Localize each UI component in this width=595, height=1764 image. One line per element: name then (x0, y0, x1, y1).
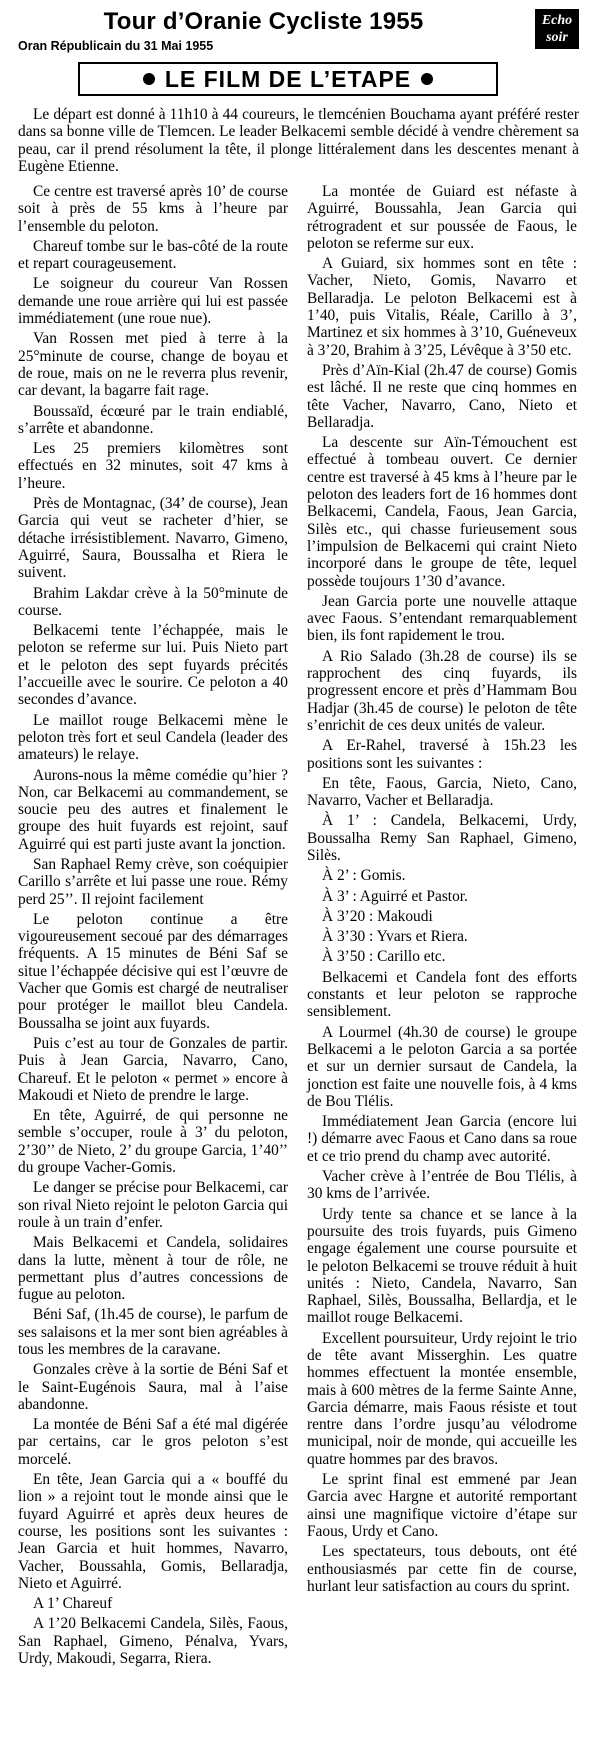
article-paragraph: Le soigneur du coureur Van Rossen demande une roue arrière qui lui est passée immédiatement (une roue nue). (18, 275, 288, 328)
article-paragraph: Les spectateurs, tous debouts, ont été enthousiasmés par cette fin de course, hurlant leur satisfaction au cours du sprint. (307, 1543, 577, 1595)
article-paragraph: En tête, Aguirré, de qui personne ne semble s’occuper, roule à 3’ du peloton, 2’30’’ de Nieto, 2’ du groupe Garcia, 1’40’’ du groupe Vacher-Gomis. (18, 1107, 288, 1177)
article-paragraph: Excellent poursuiteur, Urdy rejoint le trio de tête avant Misserghin. Les quatre hommes effectuent la montée ensemble, mais à 600 mètres de la ferme Sainte Anne, Garcia démarre, mais Faous résiste et tout rentre dans l’ordre jusqu’au vélodrome municipal, noir de monde, qui accueille les quatre hommes par des bravos. (307, 1329, 577, 1468)
left-column (18, 183, 288, 1670)
article-paragraph: Chareuf tombe sur le bas-côté de la route et repart courageusement. (18, 237, 288, 273)
echo-soir-logo (535, 9, 579, 49)
article-paragraph: À 3’30 : Yvars et Riera. (322, 928, 468, 946)
article-paragraph: Boussaïd, écœuré par le train endiablé, s’arrête et abandonne. (18, 402, 288, 437)
banner-text: LE FILM DE L’ETAPE (164, 65, 412, 92)
article-paragraph: À 3’20 : Makoudi (322, 907, 433, 925)
article-paragraph: Jean Garcia porte une nouvelle attaque avec Faous. S’entendant remarquablement bien, ils font rapidement le trou. (307, 592, 577, 645)
article-paragraph: A 1’20 Belkacemi Candela, Silès, Faous, San Raphael, Gimeno, Pénalva, Yvars, Urdy, Makoudi, Segarra, Riera. (18, 1615, 288, 1668)
article-paragraph: Le danger se précise pour Belkacemi, car son rival Nieto rejoint le peloton Garcia qui roule à un train d’enfer. (18, 1179, 288, 1231)
article-paragraph: Les 25 premiers kilomètres sont effectués en 32 minutes, soit 47 kms à l’heure. (18, 440, 288, 492)
logo-line-1: Echo (541, 13, 573, 28)
article-paragraph: En tête, Jean Garcia qui a « bouffé du lion » a rejoint tout le monde ainsi que le fuyard Aguirré et après deux heures de course, les positions sont les suivantes : Jean Garcia et huit hommes, Navarro, Vacher, Boussahla, Gomis, Bellaradja, Nieto et Aguirré. (18, 1471, 288, 1592)
article-paragraph: A Er-Rahel, traversé à 15h.23 les positions sont les suivantes : (307, 737, 577, 772)
article-paragraph: Immédiatement Jean Garcia (encore lui !) démarre avec Faous et Cano dans sa roue et ce trio prend du champ avec autorité. (307, 1113, 577, 1165)
article-paragraph: La montée de Guiard est néfaste à Aguirré, Boussahla, Jean Garcia qui rétrogradent et sur poussée de Faous, le peloton se referme sur eux. (307, 183, 577, 252)
article-paragraph: La montée de Béni Saf a été mal digérée par certains, car le gros peloton s’est morcelé. (18, 1416, 288, 1468)
source-line: Oran Républicain du 31 Mai 1955 (18, 39, 214, 53)
article-paragraph: A Guiard, six hommes sont en tête : Vacher, Nieto, Gomis, Navarro et Bellaradja. Le peloton Belkacemi est à 1’40, puis Vitalis, Réale, Carillo à 3’, Martinez et six hommes à 3’10, Guéneveux à 3’20, Brahim à 3’25, Lévêque à 3’50 etc. (307, 255, 577, 359)
article-paragraph: Près de Montagnac, (34’ de course), Jean Garcia qui veut se racheter d’hier, se détache irrésistiblement. Navarro, Gimeno, Aguirré, Saura, Boussalha et Riera le suivent. (18, 495, 288, 582)
article-paragraph: Aurons-nous la même comédie qu’hier ? Non, car Belkacemi au commandement, se soucie peu des autres et finalement le groupe des huit fuyards est rejoint, sauf Aguirré qui est parti juste avant la jonction. (18, 766, 288, 853)
article-paragraph: Urdy tente sa chance et se lance à la poursuite des trois fuyards, puis Gimeno engage également une course poursuite et le peloton Belkacemi se trouve réduit à huit unités : Nieto, Candela, Navarro, San Raphael, Silès, Boussalha, Bellardja, et le maillot rouge Belkacemi. (307, 1205, 577, 1327)
article-paragraph: A 1’ Chareuf (33, 1595, 113, 1613)
bullet-icon (143, 73, 155, 85)
article-paragraph: Vacher crève à l’entrée de Bou Tlélis, à 30 kms de l’arrivée. (307, 1168, 577, 1203)
bullet-icon (421, 73, 433, 85)
article-paragraph: Béni Saf, (1h.45 de course), le parfum de ses salaisons et la mer sont bien agréables à tous les membres de la caravane. (18, 1306, 288, 1358)
article-paragraph: Le peloton continue a être vigoureusement secoué par des démarrages fréquents. A 15 minutes de Béni Saf se situe l’échappée décisive qui est l’œuvre de Vacher que Gomis est chargé de neutraliser pour protéger le maillot bleu Candela. Boussalha se joint aux fuyards. (18, 910, 288, 1032)
article-paragraph: À 2’ : Gomis. (322, 867, 406, 885)
section-banner (78, 62, 498, 96)
article-paragraph: Van Rossen met pied à terre à la 25°minute de course, change de boyau et de roue, mais on ne le reverra plus revenir, car devant, la bagarre fait rage. (18, 330, 288, 400)
article-paragraph: Le sprint final est emmené par Jean Garcia avec Hargne et autorité remportant ainsi une magnifique victoire d’étape sur Faous, Urdy et Cano. (307, 1471, 577, 1540)
article-paragraph: Belkacemi tente l’échappée, mais le peloton se referme sur lui. Puis Nieto part et le peloton des sept fuyards précités l’accueille avec le sourire. Ce peloton a 40 secondes d’avance. (18, 622, 288, 709)
right-column (307, 183, 577, 1598)
article-paragraph: San Raphael Remy crève, son coéquipier Carillo s’arrête et lui passe une roue. Rémy perd 25’’. Il rejoint facilement (18, 855, 288, 908)
article-paragraph: À 3’ : Aguirré et Pastor. (322, 887, 468, 905)
article-paragraph: À 3’50 : Carillo etc. (322, 948, 446, 966)
masthead (18, 8, 579, 66)
article-paragraph: À 1’ : Candela, Belkacemi, Urdy, Boussalha Remy San Raphael, Gimeno, Silès. (307, 812, 577, 864)
article-paragraph: Brahim Lakdar crève à la 50°minute de course. (18, 584, 288, 619)
article-paragraph: Puis c’est au tour de Gonzales de partir. Puis à Jean Garcia, Navarro, Cano, Chareuf. Et le peloton « permet » encore à Makoudi et Nieto de prendre le large. (18, 1034, 288, 1104)
article-paragraph: Le maillot rouge Belkacemi mène le peloton très fort et seul Candela (leader des amateurs) le relaye. (18, 711, 288, 764)
article-paragraph: La descente sur Aïn-Témouchent est effectué à tombeau ouvert. Ce dernier centre est traversé à 45 kms à l’heure par le peloton des leaders fort de 16 hommes dont Belkacemi, Candela, Faous, Jean Garcia, Silès etc., qui chasse furieusement sous l’impulsion de Belkacemi qui craint Nieto incorporé dans le groupe de tête, lequel possède toujours 1’30 d’avance. (307, 434, 577, 590)
article-paragraph: A Lourmel (4h.30 de course) le groupe Belkacemi a le peloton Garcia a sa portée et sur un dernier sursaut de Candela, la jonction est faite une nouvelle fois, à 4 kms de Bou Tlélis. (307, 1023, 577, 1110)
article-paragraph: Gonzales crève à la sortie de Béni Saf et le Saint-Eugénois Saura, mal à l’aise abandonne. (18, 1361, 288, 1413)
article-paragraph: Mais Belkacemi et Candela, solidaires dans la lutte, mènent à tour de rôle, ne permettant plus d’autres concessions de fugue au peloton. (18, 1234, 288, 1304)
intro-paragraph: Le départ est donné à 11h10 à 44 coureurs, le tlemcénien Bouchama ayant préféré rester dans sa bonne ville de Tlemcen. Le leader Belkacemi semble décidé à vendre chèrement sa peau, car il prend résolument la tête, il plonge littéralement dans les descentes menant à Eugène Etienne. (18, 106, 579, 175)
article-paragraph: A Rio Salado (3h.28 de course) ils se rapprochent des cinq fuyards, ils progressent encore et près d’Hammam Bou Hadjar (3h.45 de course) le peloton de tête s’enrichit de ces deux unités de valeur. (307, 647, 577, 734)
logo-line-2: soir (546, 30, 568, 45)
article-paragraph: Ce centre est traversé après 10’ de course soit à près de 55 kms à l’heure par l’ensemble du peloton. (18, 183, 288, 235)
article-paragraph: Près d’Aïn-Kial (2h.47 de course) Gomis est lâché. Il ne reste que cinq hommes en tête Vacher, Navarro, Cano, Nieto et Bellaradja. (307, 361, 577, 431)
article-paragraph: En tête, Faous, Garcia, Nieto, Cano, Navarro, Vacher et Bellaradja. (307, 774, 577, 810)
article-paragraph: Belkacemi et Candela font des efforts constants et leur peloton se rapproche sensiblement. (307, 968, 577, 1021)
article-title: Tour d’Oranie Cycliste 1955 (103, 8, 424, 35)
